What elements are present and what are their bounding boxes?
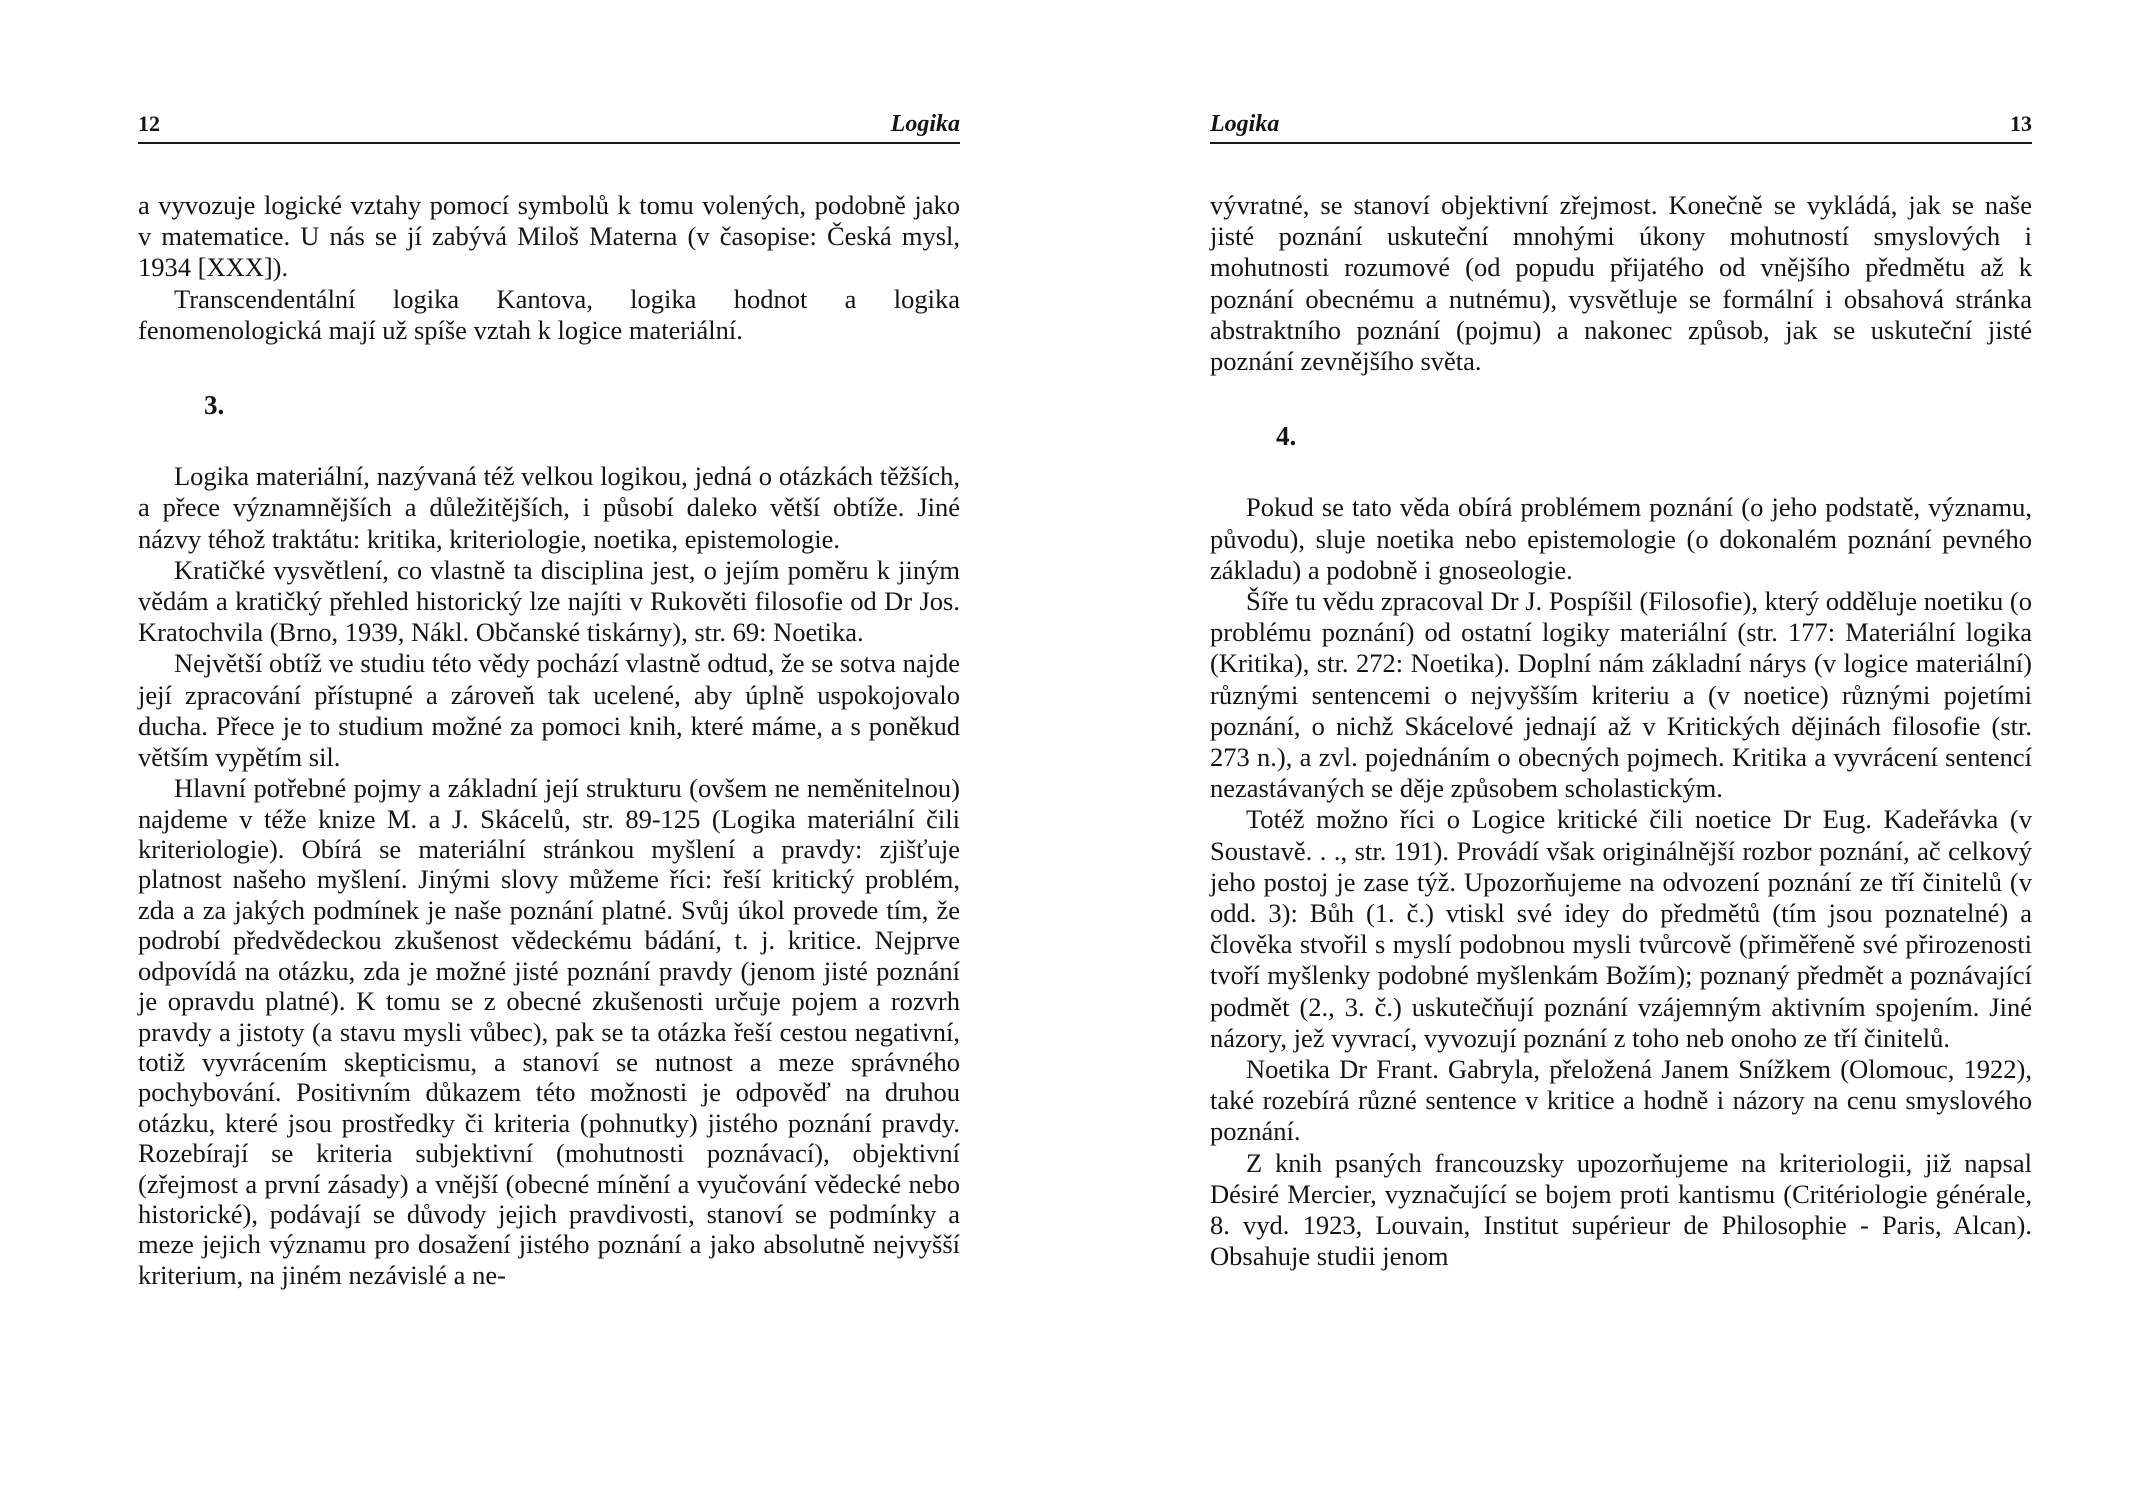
paragraph: Hlavní potřebné pojmy a základní její strukturu (ovšem ne neměnitelnou) najdeme v téže knize M. a J. Skácelů, str. 89-125 (Logika materiální čili kriteriologie). Obírá se materiální stránkou myšlení a pravdy: zjišťuje platnost našeho myšlení. Jinými slovy můžeme říci: řeší kritický problém, zda a za jakých podmínek je naše poznání platné. Svůj úkol provede tím, že podrobí předvědeckou zkušenost vědeckému bádání, t. j. kritice. Nejprve odpovídá na otázku, zda je možné jisté poznání pravdy (jenom jisté poznání je opravdu platné). K tomu se z obecné zkušenosti určuje pojem a rozvrh pravdy a jistoty (a stavu mysli vůbec), pak se ta otázka řeší cestou negativní, totiž vyvrácením skepticismu, a stanoví se nutnost a meze správného pochybování. Positivním důkazem této možnosti je odpověď na druhou otázku, které jsou prostředky či kriteria (pohnutky) jistého poznání pravdy. Rozebírají se kriteria subjektivní (mohutnosti poznávací), objektivní (zřejmost a první zásady) a vnější (obecné mínění a vyučování vědecké nebo historické), podávají se důvody jejich pravdivosti, stanoví se podmínky a meze jejich významu pro dosažení jistého poznání a jako absolutně nejvyšší kriterium, na jiném nezávislé a ne- bbox=[138, 773, 960, 1290]
paragraph: Kratičké vysvětlení, co vlastně ta disciplina jest, o jejím poměru k jiným vědám a kratičký přehled historický lze najíti v Rukověti filosofie od Dr Jos. Kratochvila (Brno, 1939, Nákl. Občanské tiskárny), str. 69: Noetika. bbox=[138, 554, 960, 648]
right-page-number: 13 bbox=[2010, 111, 2032, 136]
left-page-body bbox=[138, 190, 960, 1290]
section-number: 3. bbox=[204, 390, 225, 421]
right-page-header bbox=[1210, 108, 2032, 144]
paragraph: Totéž možno říci o Logice kritické čili noetice Dr Eug. Kadeřávka (v Soustavě. . ., str. 191). Provádí však originálnější rozbor poznání, ač celkový jeho postoj je zase týž. Upozorňujeme na odvození poznání ze tří činitelů (v odd. 3): Bůh (1. č.) vtiskl své idey do předmětů (tím jsou poznatelné) a člověka stvořil s myslí podobnou mysli tvůrcově (přiměřeně své přirozenosti tvoří myšlenky podobné myšlenkám Božím); poznaný předmět a poznávající podmět (2., 3. č.) uskutečňují poznání vzájemným aktivním spojením. Jiné názory, jež vyvrací, vyvozují poznání z toho neb onoho ze tří činitelů. bbox=[1210, 804, 2032, 1053]
paragraph: vývratné, se stanoví objektivní zřejmost. Konečně se vykládá, jak se naše jisté poznání uskuteční mnohými úkony mohutností smyslových i mohutnosti rozumové (od popudu přijatého od vnějšího předmětu až k poznání obecnému a nutnému), vysvětluje se formální i obsahová stránka abstraktního poznání (pojmu) a nakonec způsob, jak se uskuteční jisté poznání zevnějšího světa. bbox=[1210, 190, 2032, 377]
left-running-title: Logika bbox=[890, 111, 960, 137]
paragraph: Logika materiální, nazývaná též velkou logikou, jedná o otázkách těžších, a přece významnějších a důležitějších, i působí daleko větší obtíže. Jiné názvy téhož traktátu: kritika, kriteriologie, noetika, epistemologie. bbox=[138, 461, 960, 554]
left-page-header bbox=[138, 108, 960, 144]
section-number: 4. bbox=[1276, 421, 1297, 452]
right-running-title: Logika bbox=[1210, 111, 1280, 137]
paragraph: Pokud se tato věda obírá problémem poznání (o jeho podstatě, významu, původu), sluje noetika nebo epistemologie (o dokonalém poznání pevného základu) a podobně i gnoseologie. bbox=[1210, 492, 2032, 585]
paragraph: a vyvozuje logické vztahy pomocí symbolů k tomu volených, podobně jako v matematice. U nás se jí zabývá Miloš Materna (v časopise: Česká mysl, 1934 [XXX]). bbox=[138, 190, 960, 283]
paragraph: Šíře tu vědu zpracoval Dr J. Pospíšil (Filosofie), který odděluje noetiku (o problému poznání) od ostatní logiky materiální (str. 177: Materiální logika (Kritika), str. 272: Noetika). Doplní nám základní nárys (v logice materiální) různými sentencemi o nejvyšším kriteriu a (v noetice) různými pojetími poznání, o nichž Skácelové jednají až v Kritických dějinách filosofie (str. 273 n.), a zvl. pojednáním o obecných pojmech. Kritika a vyvrácení sentencí nezastávaných se děje způsobem scholastickým. bbox=[1210, 586, 2032, 804]
left-page-number: 12 bbox=[138, 111, 160, 136]
left-page bbox=[138, 108, 960, 1290]
paragraph: Transcendentální logika Kantova, logika hodnot a logika fenomenologická mají už spíše vztah k logice materiální. bbox=[138, 283, 960, 345]
paragraph: Největší obtíž ve studiu této vědy pochází vlastně odtud, že se sotva najde její zpracování přístupné a zároveň tak ucelené, aby úplně uspokojovalo ducha. Přece je to studium možné za pomoci knih, které máme, a s poněkud větším vypětím sil. bbox=[138, 648, 960, 773]
paragraph: Z knih psaných francouzsky upozorňujeme na kriteriologii, již napsal Désiré Mercier, vyznačující se bojem proti kantismu (Critériologie générale, 8. vyd. 1923, Louvain, Institut supérieur de Philosophie - Paris, Alcan). Obsahuje studii jenom bbox=[1210, 1147, 2032, 1272]
right-page-body bbox=[1210, 190, 2032, 1273]
right-page bbox=[1210, 108, 2032, 1273]
paragraph: Noetika Dr Frant. Gabryla, přeložená Janem Snížkem (Olomouc, 1922), také rozebírá různé sentence v kritice a hodně i názory na cenu smyslového poznání. bbox=[1210, 1054, 2032, 1147]
